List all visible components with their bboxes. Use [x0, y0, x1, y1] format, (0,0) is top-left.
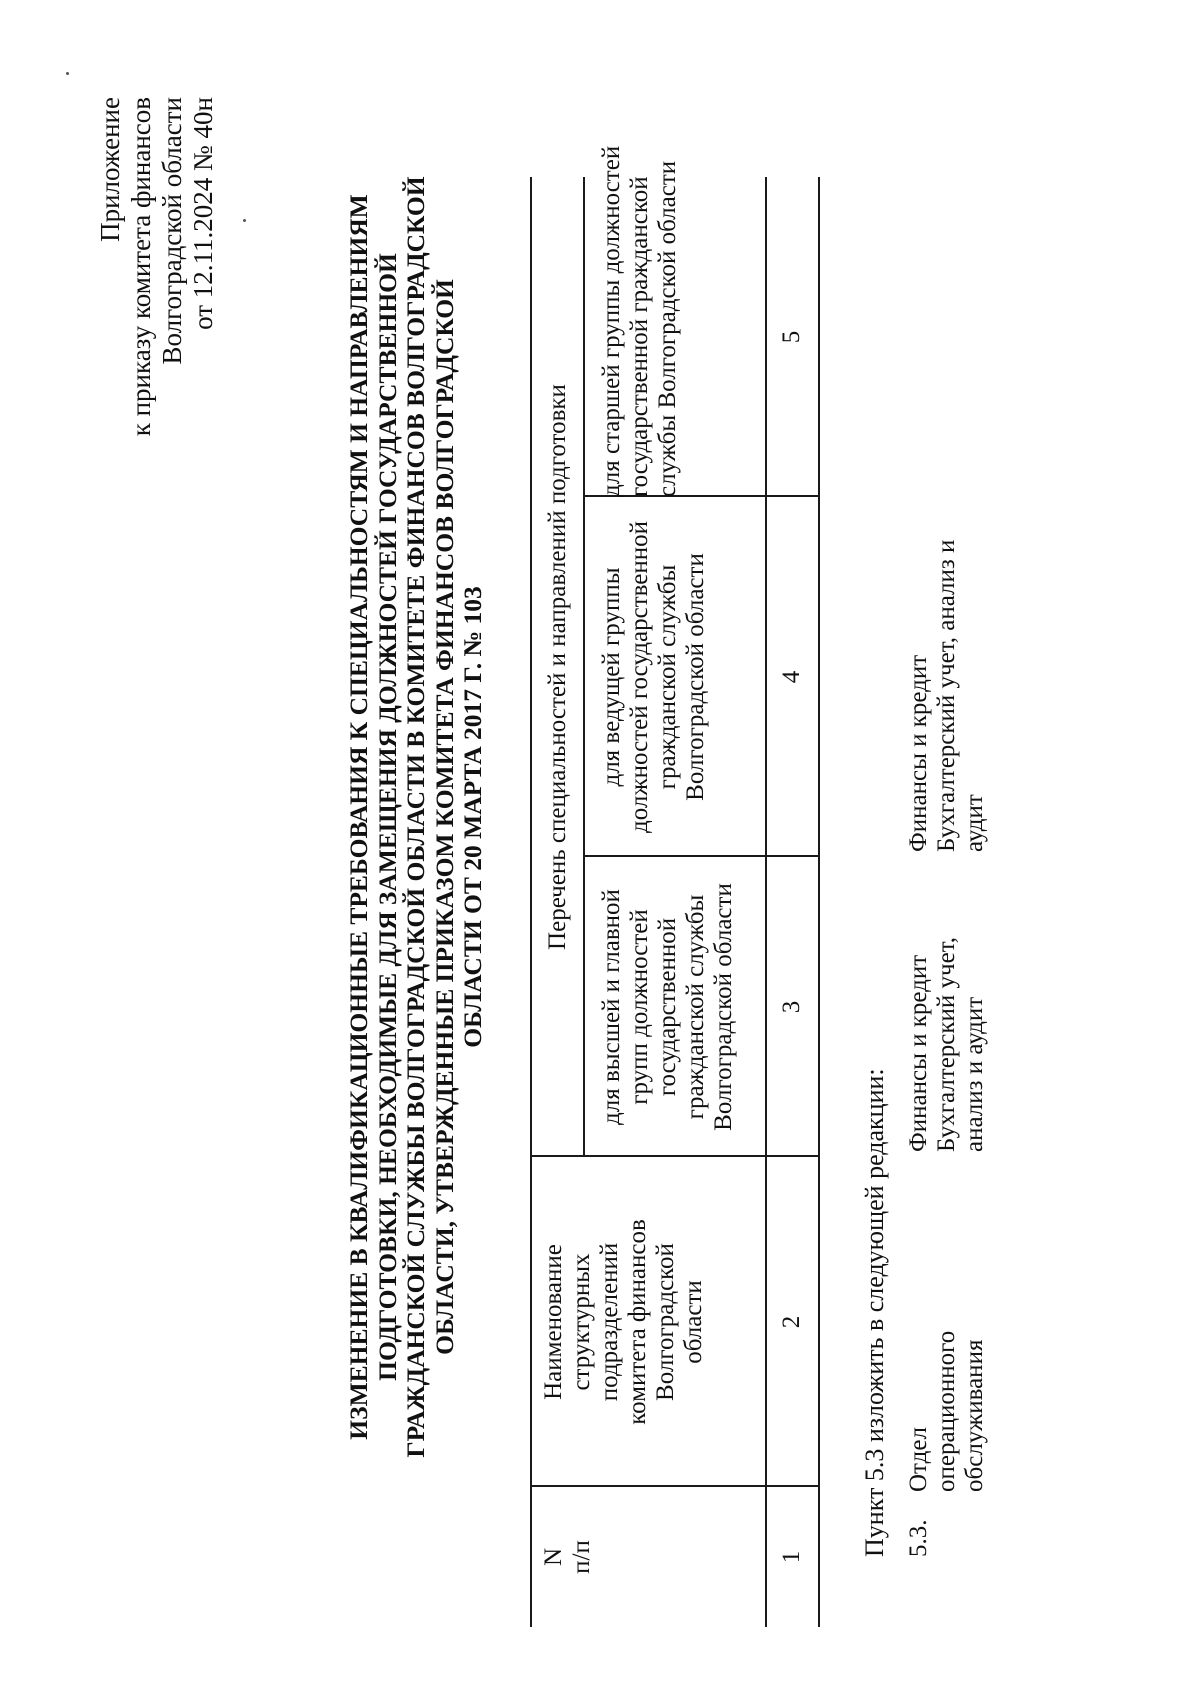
header-text: гражданской службы — [654, 564, 681, 790]
row-text: Отдел — [905, 1427, 932, 1492]
header-text: для ведущей группы — [598, 567, 625, 787]
group-header — [544, 177, 572, 1157]
row-department-name — [905, 1331, 989, 1492]
row-text: анализ и аудит — [961, 996, 988, 1152]
header-text: гражданской службы — [682, 894, 709, 1120]
header-text: государственной — [654, 917, 681, 1097]
header-text: подразделений — [596, 1242, 623, 1402]
header-text: комитета финансов — [624, 1219, 651, 1425]
header-text: структурных — [568, 1253, 595, 1391]
title-line: ОБЛАСТИ, УТВЕРЖДЕННЫЕ ПРИКАЗОМ КОМИТЕТА ФИНАНСОВ ВОЛГОГРАДСКОЙ — [429, 279, 459, 1355]
title-line: ИЗМЕНЕНИЕ В КВАЛИФИКАЦИОННЫЕ ТРЕБОВАНИЯ К СПЕЦИАЛЬНОСТЯМ И НАПРАВЛЕНИЯМ — [344, 194, 373, 1440]
title-line: ОБЛАСТИ ОТ 20 МАРТА 2017 Г. № 103 — [458, 586, 487, 1048]
header-line: к приказу комитета финансов — [126, 97, 156, 437]
col1-header — [540, 1487, 596, 1627]
col2-header — [540, 1157, 708, 1487]
header-text: Волгоградской области — [710, 883, 737, 1131]
col5-header — [598, 145, 682, 497]
title-line: ПОДГОТОВКИ, НЕОБХОДИМЫЕ ДЛЯ ЗАМЕЩЕНИЯ ДОЛЖНОСТЕЙ ГОСУДАРСТВЕННОЙ — [372, 253, 402, 1381]
header-text: должностей государственной — [626, 520, 653, 834]
header-text: групп должностей — [626, 909, 653, 1105]
row-number-text: 5.3. — [905, 1519, 932, 1557]
column-number: 3 — [778, 1000, 805, 1014]
column-number: 1 — [778, 1550, 805, 1564]
header-text: N — [540, 1547, 567, 1567]
header-text: службы Волгоградской области — [654, 160, 681, 497]
header-text: области — [680, 1280, 707, 1364]
row-text: Финансы и кредит — [905, 654, 932, 852]
header-text: для высшей и главной — [598, 889, 625, 1125]
header-text: п/п — [568, 1540, 595, 1574]
header-line: от 12.11.2024 № 40н — [188, 97, 218, 330]
header-text: государственной гражданской — [626, 176, 653, 497]
header-text: Перечень специальностей и направлений подготовки — [544, 384, 571, 950]
header-text: Волгоградской области — [682, 553, 709, 801]
row-text: Бухгалтерский учет, — [933, 936, 960, 1152]
row-text: аудит — [961, 794, 988, 852]
header-text: Волгоградской — [652, 1243, 679, 1401]
row-col3-specialties — [905, 937, 989, 1152]
title-line: ГРАЖДАНСКОЙ СЛУЖБЫ ВОЛГОГРАДСКОЙ ОБЛАСТИ В КОМИТЕТЕ ФИНАНСОВ ВОЛГОГРАДСКОЙ — [401, 176, 430, 1458]
group-header-rule — [583, 177, 585, 1157]
col3-header — [598, 857, 738, 1157]
col4-header — [598, 497, 710, 857]
header-text: для старшей группы должностей — [598, 145, 625, 497]
header-text: Наименование — [540, 1244, 567, 1400]
column-number: 4 — [778, 670, 805, 684]
header-line: Волгоградской области — [157, 97, 187, 365]
numbers-bottom-rule — [818, 177, 820, 1627]
row-text: обслуживания — [961, 1339, 988, 1492]
row-number — [905, 1520, 933, 1558]
column-number: 5 — [778, 330, 805, 344]
row-text: Финансы и кредит — [905, 954, 932, 1152]
row-col4-specialties — [905, 540, 989, 852]
header-bottom-rule — [765, 177, 767, 1627]
amendment-note: Пункт 5.3 изложить в следующей редакции: — [860, 1068, 889, 1557]
column-number: 2 — [778, 1315, 805, 1329]
header-line: Приложение — [95, 97, 125, 242]
row-text: операционного — [933, 1330, 960, 1492]
row-text: Бухгалтерский учет, анализ и — [933, 539, 960, 852]
table-top-rule — [530, 177, 532, 1627]
